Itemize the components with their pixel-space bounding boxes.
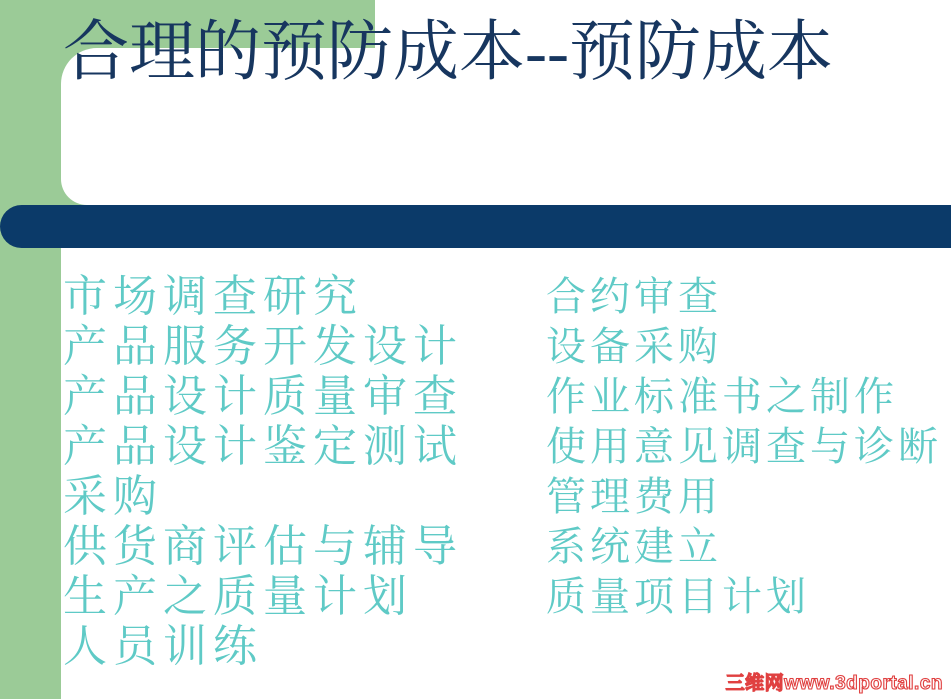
list-item: 产品设计鉴定测试	[63, 422, 463, 471]
divider-bar	[0, 205, 951, 248]
list-item: 作业标准书之制作	[546, 374, 898, 419]
green-sidebar-strip	[0, 0, 61, 699]
list-item: 采购	[63, 472, 163, 521]
body-column-right	[546, 272, 942, 622]
list-item: 设备采购	[546, 324, 722, 369]
list-item: 使用意见调查与诊断	[546, 424, 942, 469]
list-item: 供货商评估与辅导	[63, 522, 463, 571]
watermark-text: 三维网www.3dportal.cn	[725, 673, 943, 694]
list-item: 质量项目计划	[546, 574, 810, 619]
list-item: 市场调查研究	[63, 272, 363, 321]
slide-title: 合理的预防成本--预防成本	[63, 16, 833, 89]
body-column-left	[63, 272, 463, 672]
list-item: 合约审查	[546, 274, 722, 319]
list-item: 产品设计质量审查	[63, 372, 463, 421]
list-item: 产品服务开发设计	[63, 322, 463, 371]
list-item: 人员训练	[63, 622, 263, 671]
list-item: 生产之质量计划	[63, 572, 413, 621]
list-item: 管理费用	[546, 474, 722, 519]
list-item: 系统建立	[546, 524, 722, 569]
